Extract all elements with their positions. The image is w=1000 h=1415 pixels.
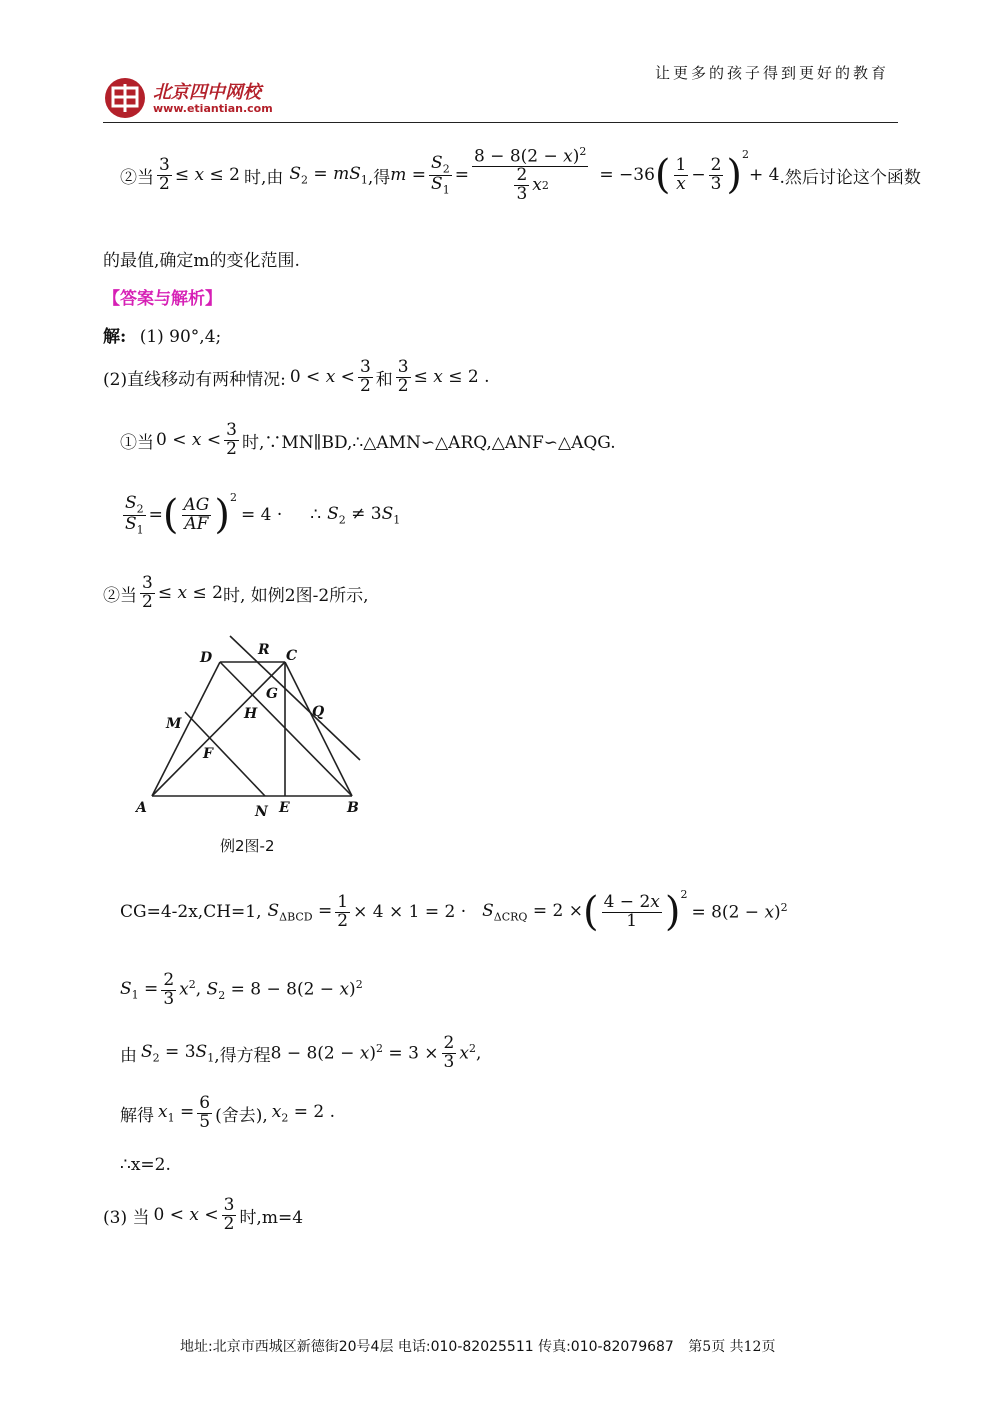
line-2: 的最值,确定m的变化范围. (103, 251, 300, 271)
footer-address: 地址:北京市西城区新德街20号4层 电话:010-82025511 传真:010-82079687 (180, 1339, 674, 1355)
text-l1c: ,得 (367, 167, 391, 188)
edge-ad (152, 662, 220, 796)
label-R: R (258, 642, 270, 658)
s1-s2-line: $S_1$ = $\frac{2}{3}$ $x^2$, $S_2 = 8 - 8(2 - x)^2$ (120, 969, 363, 1009)
label-A: A (136, 800, 147, 816)
text-l1a: ②当 (120, 167, 154, 188)
frac-3-2: $\frac{3}{2}$ (159, 154, 170, 194)
part-3-line: (3) 当 0 < x < $\frac{3}{2}$ 时,m=4 (103, 1194, 304, 1234)
case-2-line: ②当 $\frac{3}{2}$ ≤ x ≤ 2 时, 如例2图-2所示, (103, 572, 369, 612)
label-M: M (166, 716, 182, 732)
header-slogan: 让更多的孩子得到更好的教育 (655, 64, 890, 82)
sol-1-text: (1) 90°,4; (139, 327, 222, 347)
equation-line: 由 $S_2 = 3S_1$ ,得方程 $8 - 8(2 - x)^2 = 3$ × $\frac{2}{3}$ $x^2$, (120, 1032, 482, 1072)
frac-s2-s1: $\frac{S_2}{S_1}$ (431, 152, 450, 196)
solve-line: 解得 $x_1$ = $\frac{6}{5}$ (舍去), $x_2 = 2$ . (120, 1092, 336, 1132)
text-l1d: .然后讨论这个函数 (779, 167, 921, 188)
label-G: G (266, 686, 278, 702)
footer (180, 1336, 775, 1356)
formula-m: m = (390, 165, 427, 185)
label-F: F (203, 746, 213, 762)
frac-big: $8 - 8(2 - x)^2$ $\frac{2}{3}$ x 2 (473, 144, 587, 205)
geometry-figure (130, 630, 370, 830)
footer-page: 第5页 共12页 (688, 1339, 776, 1355)
label-B: B (347, 800, 359, 816)
figure-caption: 例2图-2 (220, 837, 275, 855)
diag-bd (220, 662, 352, 796)
part-2-line: (2)直线移动有两种情况: 0 < x < $\frac{3}{2}$ 和 $\frac{3}{2}$ ≤ x ≤ 2 . (103, 356, 490, 396)
logo-text: 北京四中网校 (153, 82, 261, 103)
case-1-line: ①当 0 < x < $\frac{3}{2}$ 时,∵MN∥BD,∴△AMN∽△ARQ,△ANF∽△AQG. (120, 419, 616, 459)
line-1: ②当 $\frac{3}{2}$ ≤ x ≤ 2 时,由 $S_2 = mS_1$ ,得 m = $\frac{S_2}{S_1}$ = $8 - 8(2 - x)^2$ $\frac{2}{3}$ x 2 = −36 ( $\frac{1}{x}$ − $\frac{2}{3}$ ) $^2$ + 4 .然后讨论这个函数 (120, 144, 921, 205)
label-N: N (255, 804, 268, 820)
header-rule (103, 122, 898, 123)
cg-line: CG=4-2x,CH=1, $S_{\Delta BCD}$ = $\frac{1}{2}$ × 4 × 1 = 2 · $S_{\Delta CRQ} = 2$ × ( $\frac{4 - 2x}{1}$ ) $^2$ = $8(2 - x)^2$ (120, 888, 788, 935)
text-l1b: 时,由 (243, 167, 284, 188)
formula-s2-ms1: $S_2 = mS_1$ (289, 163, 368, 187)
header-logo (103, 76, 293, 122)
answer-heading: 【答案与解析】 (103, 289, 222, 309)
label-D: D (200, 650, 213, 666)
edge-cb (285, 662, 352, 796)
ratio-line: $\frac{S_2}{S_1}$ = ( $\frac{AG}{AF}$ ) $^2$ = 4 · ∴ $S_2 \ne 3S_1$ (125, 491, 401, 538)
ineq: ≤ x ≤ 2 (174, 165, 240, 185)
label-Q: Q (312, 704, 325, 720)
sol-label: 解: (103, 327, 127, 347)
line-mn (185, 712, 265, 796)
label-H: H (244, 706, 258, 722)
logo-url: www.etiantian.com (153, 102, 273, 115)
conclusion: ∴x=2. (120, 1155, 171, 1175)
solution-1 (103, 322, 221, 347)
label-E: E (279, 800, 290, 816)
school-logo-icon (103, 76, 147, 120)
label-C: C (286, 648, 298, 664)
